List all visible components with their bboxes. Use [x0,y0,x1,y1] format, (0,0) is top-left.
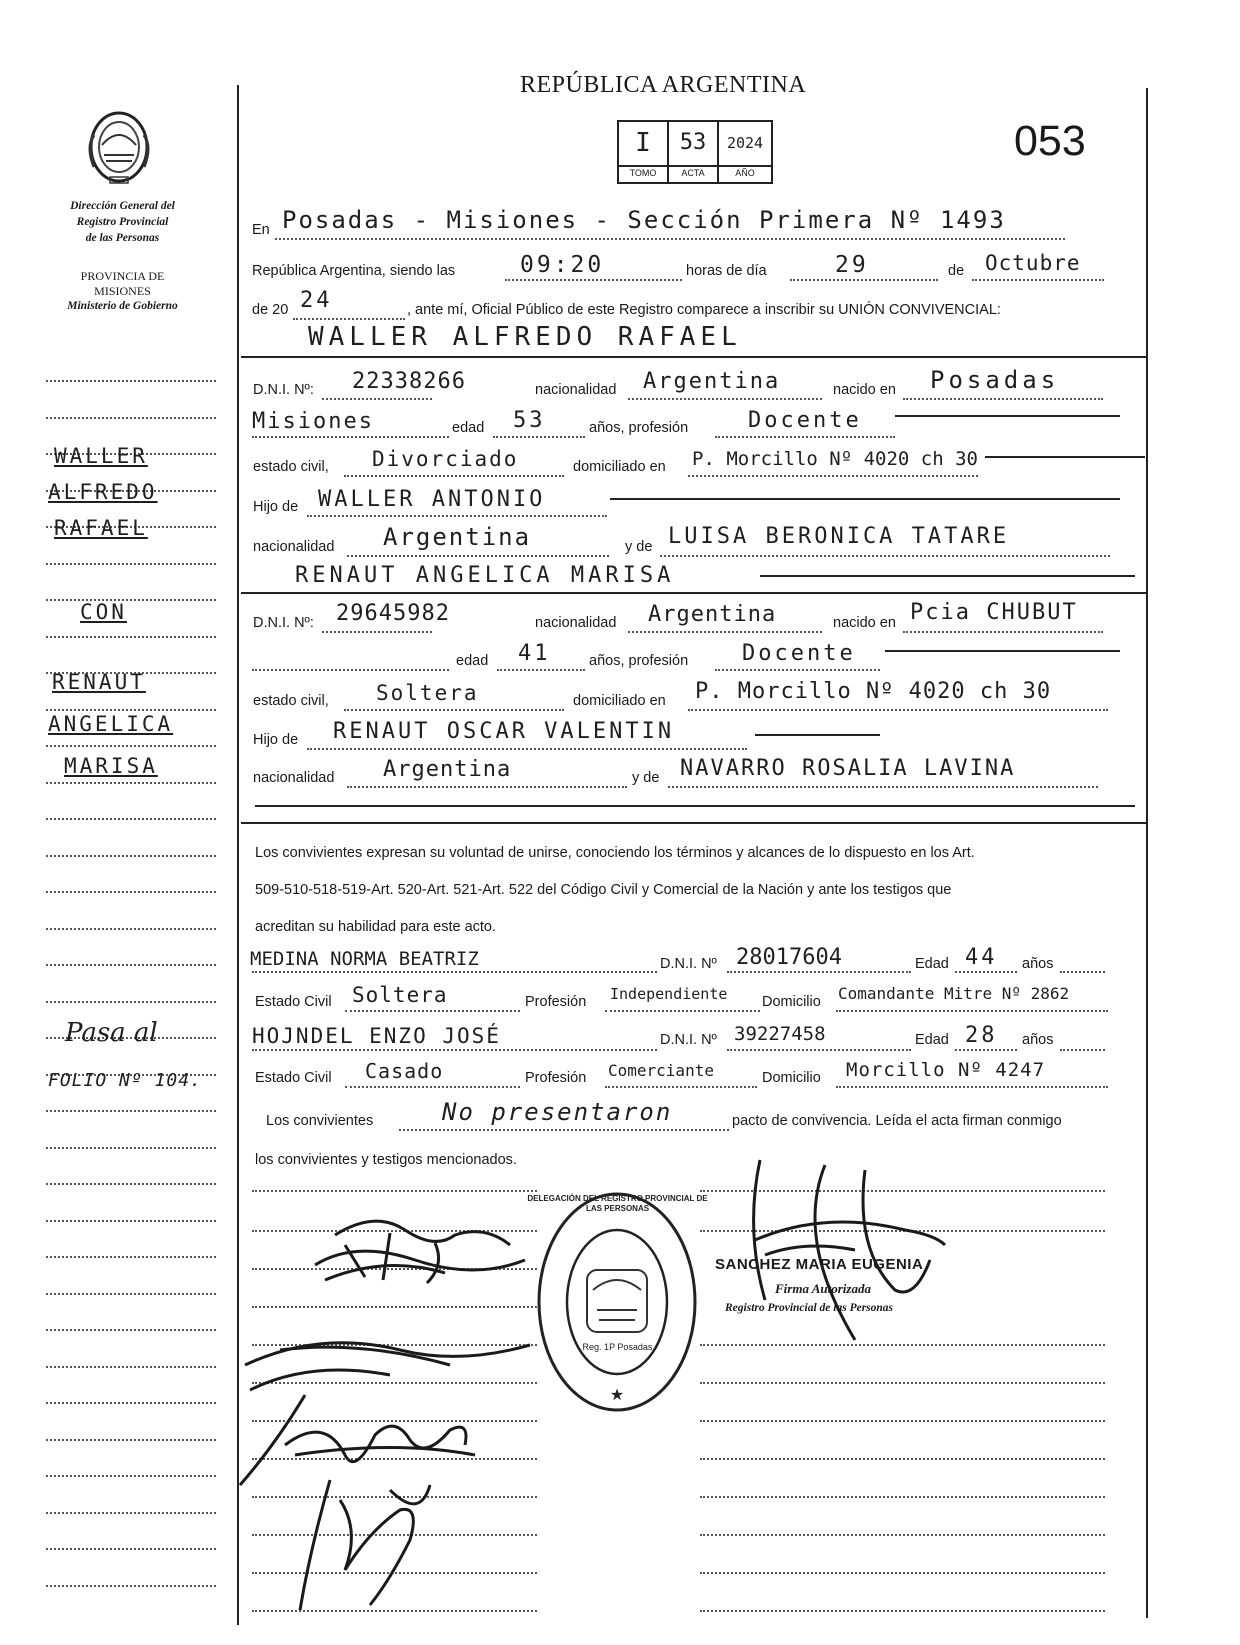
registration-day: 29 [835,252,869,278]
p2-address-value: P. Morcillo Nº 4020 ch 30 [695,679,1052,704]
en-label: En [252,222,270,238]
w2-address-label: Domicilio [762,1070,821,1086]
w2-age-value: 28 [965,1023,998,1048]
p1-born-label: nacido en [833,382,896,398]
w1-civil-value: Soltera [352,983,448,1007]
svg-text:★: ★ [609,1387,625,1404]
p1-civil-label: estado civil, [253,459,329,475]
declaration-line-3: acreditan su habilidad para este acto. [255,919,497,935]
signature-witness2 [290,1470,450,1625]
margin-party2-name-2: ANGELICA [48,712,174,736]
pact-value: No presentaron [442,1098,673,1126]
official-name: SANCHEZ MARIA EUGENIA [715,1256,924,1273]
p1-address-label: domiciliado en [573,459,666,475]
w1-profession-label: Profesión [525,994,587,1010]
w2-profession-label: Profesión [525,1070,587,1086]
province-line-2: MISIONES [94,284,151,298]
margin-party2-name-3: MARISA [64,754,158,778]
horas-label: horas de día [686,263,767,279]
p1-mother-value: LUISA BERONICA TATARE [668,524,1010,549]
de-label: de [948,263,965,279]
w2-anios-label: años [1022,1032,1054,1048]
seal-inner-text: Reg. 1P Posadas [582,1342,653,1352]
agency-line-1: Dirección General del [70,200,175,212]
p2-parents-nat-label: nacionalidad [253,770,335,786]
p1-civil-value: Divorciado [372,447,519,471]
margin-conjunction: CON [80,600,127,624]
closing-line-2: los convivientes y testigos mencionados. [255,1152,517,1168]
agency-line-2: Registro Provincial [76,216,169,228]
folio-number: 053 [1014,117,1086,165]
w1-profession-value: Independiente [610,985,728,1003]
p2-father-label: Hijo de [253,732,299,748]
tomo-label: TOMO [629,168,657,178]
p1-dni-value: 22338266 [352,369,466,394]
p2-father-value: RENAUT OSCAR VALENTIN [333,719,675,744]
w2-civil-label: Estado Civil [255,1070,332,1086]
w2-dni-label: D.N.I. Nº [660,1032,717,1048]
section-divider-1 [241,356,1146,358]
p2-address-label: domiciliado en [573,693,666,709]
registration-year: 24 [300,288,333,313]
w1-dni-label: D.N.I. Nº [660,956,717,972]
margin-folio-note-1: Pasa al [65,1018,158,1048]
p2-nationality-label: nacionalidad [535,615,617,631]
anio-label: AÑO [735,168,755,178]
p1-mother-label: y de [625,539,653,555]
p1-address-value: P. Morcillo Nº 4020 ch 30 [692,448,978,470]
w2-civil-value: Casado [365,1059,444,1083]
w1-name: MEDINA NORMA BEATRIZ [250,948,479,970]
p2-born-value: Pcia CHUBUT [910,600,1078,625]
p1-age-label: edad [452,420,485,436]
p1-parents-nat-value: Argentina [383,523,532,551]
province-line-1: PROVINCIA DE [80,269,165,283]
party1-fullname-header: WALLER ALFREDO RAFAEL [308,322,742,352]
p2-profession-value: Docente [742,641,856,666]
p2-dni-value: 29645982 [336,601,450,626]
p1-age-value: 53 [513,408,546,433]
w1-address-value: Comandante Mitre Nº 2862 [838,984,1070,1003]
official-title: Firma Autorizada [775,1281,871,1296]
acta-value: 53 [679,130,707,155]
signature-official [705,1150,965,1355]
p1-born-value: Posadas [930,366,1060,394]
registration-month: Octubre [985,251,1081,275]
w1-dni-value: 28017604 [736,945,842,970]
right-frame-line [1146,88,1148,1618]
declaration-line-2: 509-510-518-519-Art. 520-Art. 521-Art. 522 del Código Civil y Comercial de la Nación y ante los testigos que [255,882,952,898]
p2-age-label: edad [456,653,489,669]
signature-party1 [295,1205,545,1300]
acta-label: ACTA [681,168,705,178]
margin-folio-note-2: FOLIO Nº 104. [48,1070,202,1091]
p2-mother-value: NAVARRO ROSALIA LAVINA [680,756,1016,781]
w1-civil-label: Estado Civil [255,994,332,1010]
p1-dni-label: D.N.I. Nº: [253,382,314,398]
p1-profession-label: años, profesión [589,420,689,436]
province-coat-of-arms [82,105,157,187]
w2-profession-value: Comerciante [608,1061,714,1080]
w1-anios-label: años [1022,956,1054,972]
pact-text: pacto de convivencia. Leída el acta firman conmigo [732,1113,1062,1129]
p2-born-label: nacido en [833,615,896,631]
w1-age-label: Edad [915,956,949,972]
ministry-name: Ministerio de Gobierno [67,300,178,312]
p2-parents-nat-value: Argentina [383,757,512,782]
ante-text: , ante mí, Oficial Público de este Registro comparece a inscribir su UNIÓN CONVIVENCIAL: [407,302,1001,318]
seal-ring-text: DELEGACIÓN DEL REGISTRO PROVINCIAL DE LAS PERSONAS [527,1194,708,1213]
w2-address-value: Morcillo Nº 4247 [846,1059,1046,1081]
registration-time: 09:20 [520,252,605,278]
w2-name: HOJNDEL ENZO JOSÉ [252,1024,501,1048]
p2-nationality-value: Argentina [648,602,777,627]
margin-party1-name-2: ALFREDO [48,480,158,504]
p1-parents-nat-label: nacionalidad [253,539,335,555]
p1-father-label: Hijo de [253,499,299,515]
p1-nationality-label: nacionalidad [535,382,617,398]
registration-place: Posadas - Misiones - Sección Primera Nº 1493 [282,206,1006,234]
tomo-value: I [635,128,651,158]
margin-party1-name-1: WALLER [54,444,148,468]
w1-address-label: Domicilio [762,994,821,1010]
official-dept: Registro Provincial de las Personas [725,1302,894,1314]
siendo-label: República Argentina, siendo las [252,263,456,279]
pact-label: Los convivientes [266,1113,374,1129]
registry-box [617,120,773,184]
p2-profession-label: años, profesión [589,653,689,669]
margin-party1-name-3: RAFAEL [54,516,148,540]
anio-value: 2024 [726,134,764,152]
w2-age-label: Edad [915,1032,949,1048]
margin-party2-name-1: RENAUT [52,670,146,694]
w1-age-value: 44 [965,945,998,970]
section-divider-3 [241,822,1146,824]
p2-dni-label: D.N.I. Nº: [253,615,314,631]
document-title: REPÚBLICA ARGENTINA [520,72,807,98]
p2-age-value: 41 [518,641,551,666]
p2-mother-label: y de [632,770,660,786]
p2-civil-label: estado civil, [253,693,329,709]
section-divider-2 [241,592,1146,594]
party2-fullname-header: RENAUT ANGELICA MARISA [295,563,675,588]
agency-line-3: de las Personas [85,232,160,244]
p1-father-value: WALLER ANTONIO [318,487,546,512]
registry-seal [527,1190,708,1415]
p1-nationality-value: Argentina [643,369,781,394]
p1-profession-value: Docente [748,408,862,433]
declaration-line-1: Los convivientes expresan su voluntad de unirse, conociendo los términos y alcances de lo dispuesto en los Art. [255,845,975,861]
year-prefix-label: de 20 [252,302,289,318]
w2-dni-value: 39227458 [734,1023,826,1045]
p2-civil-value: Soltera [376,681,479,705]
p1-born-cont-value: Misiones [252,409,374,434]
